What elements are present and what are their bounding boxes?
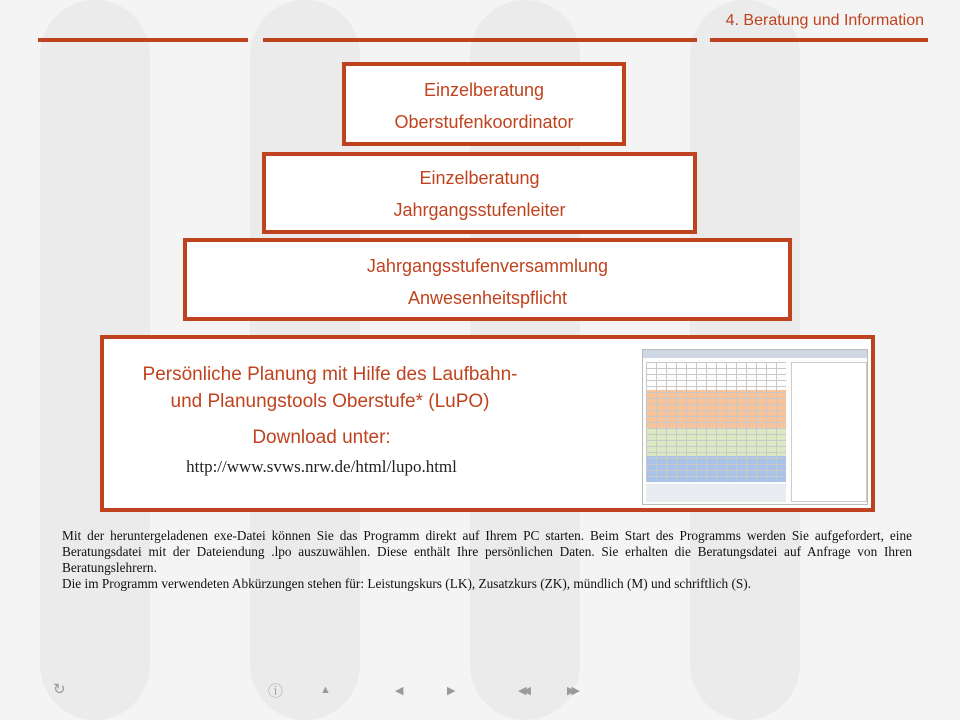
section-title: 4. Beratung und Information [725, 12, 924, 29]
description-paragraph: Mit der heruntergeladenen exe-Datei können Sie das Programm direkt auf Ihrem PC starten. Beim Start des Programms werden Sie aufgefordert, eine Beratungsdatei mit der Dateiendung .lpo auszuwählen. Diese enthält Ihre persönlichen Daten. Sie erhalten die Beratungsdatei auf Anfrage von Ihren Beratungslehrern. [62, 528, 912, 575]
next-icon[interactable]: ▶ [447, 685, 456, 697]
lupo-app-screenshot [642, 349, 868, 505]
side-panel [791, 362, 867, 502]
info-icon[interactable]: ⓘ [268, 683, 284, 700]
header-rule [710, 38, 928, 42]
box-line: Einzelberatung [419, 168, 540, 188]
box-jahrgangsstufenleiter [262, 152, 697, 234]
box-jahrgangsstufenversammlung [183, 238, 792, 321]
last-page-icon[interactable]: ▶▶ [567, 685, 576, 697]
box-line: Oberstufenkoordinator [394, 112, 574, 132]
box-line: Einzelberatung [423, 80, 545, 100]
lupo-title-line: und Planungstools Oberstufe* (LuPO) [170, 391, 490, 412]
box-oberstufenkoordinator [342, 62, 626, 146]
first-page-icon[interactable]: ◀◀ [518, 685, 527, 697]
description-paragraph: Die im Programm verwendeten Abkürzungen stehen für: Leistungskurs (LK), Zusatzkurs (ZK), mündlich (M) und schriftlich (S). [62, 576, 752, 591]
download-link[interactable]: http://www.svws.nrw.de/html/lupo.html [186, 457, 457, 476]
lupo-title [126, 361, 534, 415]
status-panel [646, 484, 786, 502]
description-text [62, 528, 912, 592]
lupo-box [100, 335, 875, 512]
box-line: Jahrgangsstufenleiter [393, 200, 566, 220]
lupo-title-line: Persönliche Planung mit Hilfe des Laufbahn- [142, 364, 518, 385]
return-icon[interactable]: ↻ [53, 681, 66, 698]
up-arrow-icon[interactable]: ▲ [320, 684, 331, 696]
box-line: Anwesenheitspflicht [407, 288, 568, 308]
header-rule [263, 38, 697, 42]
header-rule [38, 38, 248, 42]
box-line: Jahrgangsstufenversammlung [366, 256, 609, 276]
window-titlebar [643, 350, 867, 358]
course-grid [646, 362, 786, 482]
download-label: Download unter: [252, 427, 391, 448]
previous-icon[interactable]: ◀ [395, 685, 404, 697]
